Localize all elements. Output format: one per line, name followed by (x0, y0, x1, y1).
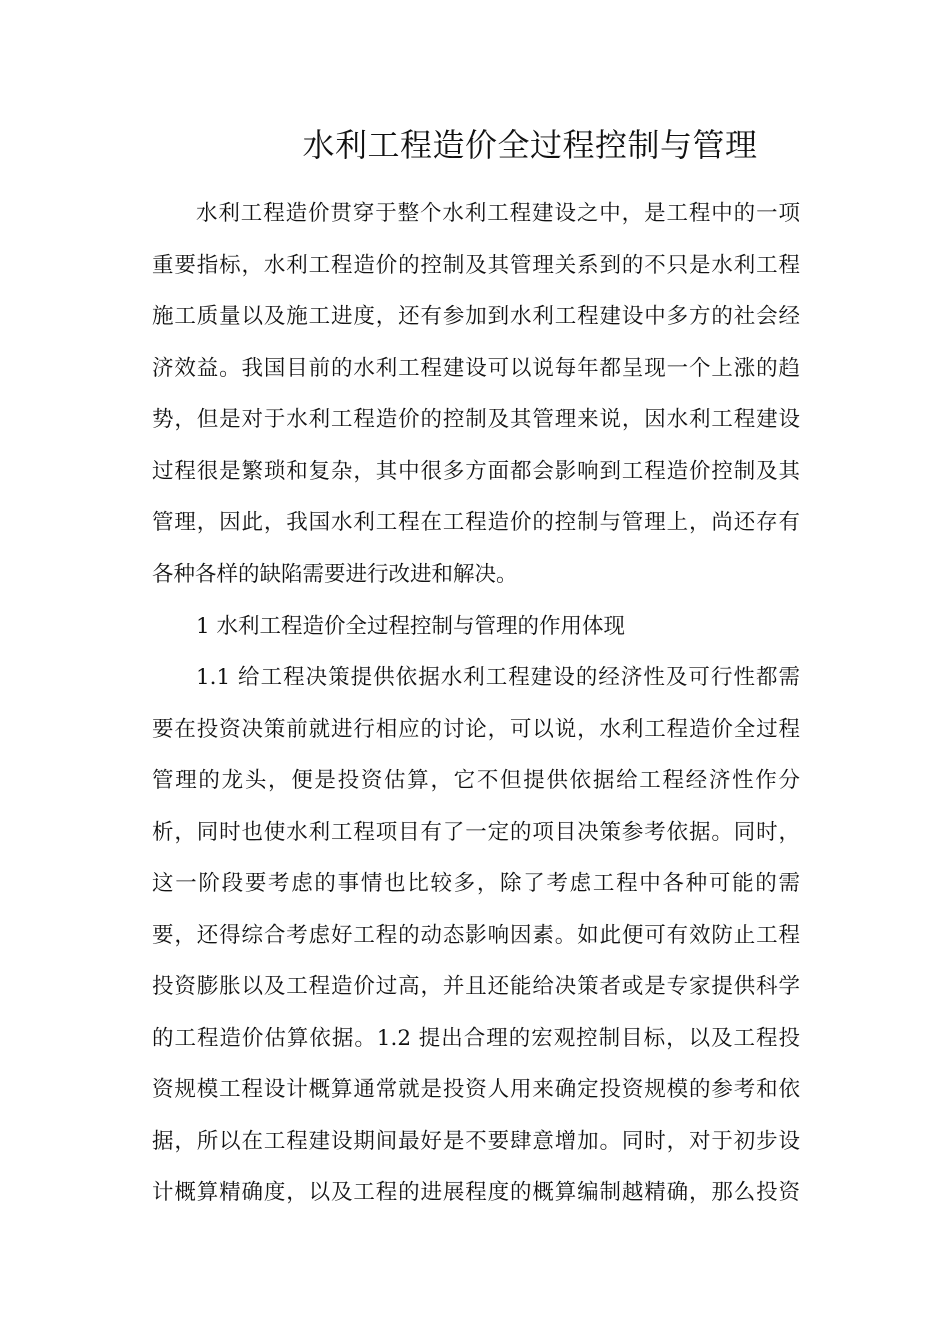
paragraph-line: 析，同时也使水利工程项目有了一定的项目决策参考依据。同时， (152, 820, 800, 845)
paragraph-line: 要，还得综合考虑好工程的动态影响因素。如此便可有效防止工程 (152, 923, 800, 948)
paragraph-line: 过程很是繁琐和复杂，其中很多方面都会影响到工程造价控制及其 (152, 459, 800, 484)
paragraph-line: 要在投资决策前就进行相应的讨论，可以说，水利工程造价全过程 (152, 717, 800, 742)
paragraph-line: 势，但是对于水利工程造价的控制及其管理来说，因水利工程建设 (152, 407, 800, 432)
paragraph-line: 的工程造价估算依据。1.2 提出合理的宏观控制目标，以及工程投 (152, 1026, 800, 1051)
paragraph-line: 这一阶段要考虑的事情也比较多，除了考虑工程中各种可能的需 (152, 871, 800, 896)
paragraph-line: 计概算精确度，以及工程的进展程度的概算编制越精确，那么投资 (152, 1180, 800, 1205)
paragraph-line: 1.1 给工程决策提供依据水利工程建设的经济性及可行性都需 (196, 665, 800, 690)
paragraph-line: 据，所以在工程建设期间最好是不要肆意增加。同时，对于初步设 (152, 1129, 800, 1154)
document-title: 水利工程造价全过程控制与管理 (302, 126, 758, 164)
paragraph-line: 各种各样的缺陷需要进行改进和解决。 (152, 562, 518, 587)
paragraph-line: 济效益。我国目前的水利工程建设可以说每年都呈现一个上涨的趋 (152, 356, 800, 381)
paragraph-line: 管理，因此，我国水利工程在工程造价的控制与管理上，尚还存有 (152, 510, 800, 535)
paragraph-line: 投资膨胀以及工程造价过高，并且还能给决策者或是专家提供科学 (152, 974, 800, 999)
section-heading: 1 水利工程造价全过程控制与管理的作用体现 (196, 614, 626, 639)
paragraph-line: 管理的龙头，便是投资估算，它不但提供依据给工程经济性作分 (152, 768, 800, 793)
paragraph-line: 水利工程造价贯穿于整个水利工程建设之中，是工程中的一项 (196, 201, 800, 226)
paragraph-line: 重要指标，水利工程造价的控制及其管理关系到的不只是水利工程 (152, 253, 800, 278)
paragraph-line: 资规模工程设计概算通常就是投资人用来确定投资规模的参考和依 (152, 1077, 800, 1102)
paragraph-line: 施工质量以及施工进度，还有参加到水利工程建设中多方的社会经 (152, 304, 800, 329)
